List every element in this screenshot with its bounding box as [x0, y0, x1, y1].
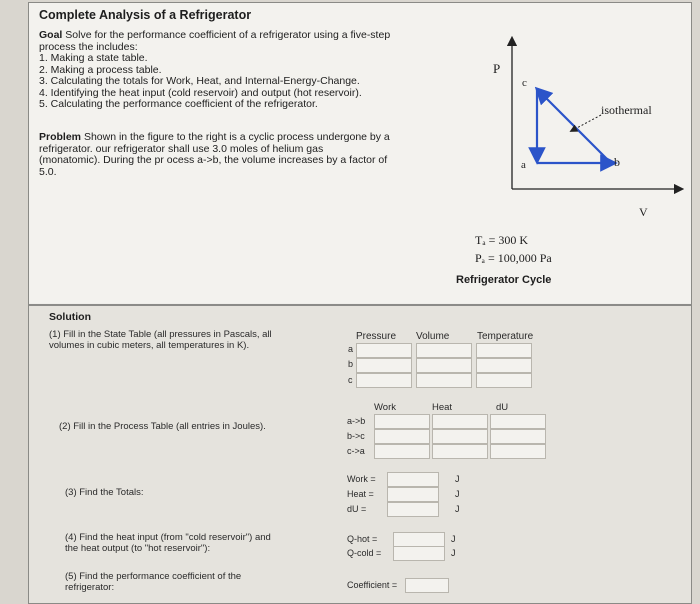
q-hot-label: Q-hot = — [347, 534, 378, 544]
q-hot-unit: J — [451, 534, 456, 544]
total-du-label: dU = — [347, 504, 367, 514]
step4-line-2: the heat output (to "hot reservoir"): — [65, 542, 211, 554]
state-row-c: c — [348, 375, 353, 385]
given-pressure: Pₐ = 100,000 Pa — [475, 251, 552, 265]
goal-label: Goal — [39, 29, 63, 41]
problem-pane — [29, 3, 691, 303]
q-hot-input[interactable] — [393, 532, 445, 547]
state-b-temperature-input[interactable] — [476, 358, 532, 373]
process-ab-work-input[interactable] — [374, 414, 430, 429]
total-heat-input[interactable] — [387, 487, 439, 502]
goal-step-1: 1. Making a state table. — [39, 52, 148, 64]
state-b-pressure-input[interactable] — [356, 358, 412, 373]
q-cold-label: Q-cold = — [347, 548, 382, 558]
cycle-caption: Refrigerator Cycle — [456, 274, 552, 286]
q-cold-input[interactable] — [393, 546, 445, 561]
process-bc-work-input[interactable] — [374, 429, 430, 444]
pv-diagram — [469, 31, 694, 231]
goal-step-5: 5. Calculating the performance coefficient of the refrigerator. — [39, 98, 318, 110]
process-row-ca: c->a — [347, 446, 365, 456]
given-values — [475, 233, 595, 269]
problem-line-1: Shown in the figure to the right is a cyclic process undergone by a — [83, 131, 390, 143]
process-ab-du-input[interactable] — [490, 414, 546, 429]
analysis-sheet — [28, 2, 692, 604]
problem-label: Problem — [39, 131, 82, 143]
state-header-volume: Volume — [416, 331, 450, 342]
total-du-unit: J — [455, 504, 460, 514]
p-axis-label: P — [493, 61, 501, 76]
total-heat-label: Heat = — [347, 489, 374, 499]
process-bc-du-input[interactable] — [490, 429, 546, 444]
problem-section — [39, 132, 479, 178]
process-header-du: dU — [496, 402, 509, 413]
goal-step-2: 2. Making a process table. — [39, 63, 162, 76]
point-a-label: a — [521, 159, 526, 171]
problem-line-2: refrigerator. our refrigerator shall use 3.0 moles of helium gas — [39, 142, 324, 155]
problem-line-4: 5.0. — [39, 165, 57, 178]
state-a-temperature-input[interactable] — [476, 343, 532, 358]
step5-instructions — [65, 572, 325, 593]
process-row-ab: a->b — [347, 416, 366, 426]
state-a-pressure-input[interactable] — [356, 343, 412, 358]
state-c-pressure-input[interactable] — [356, 373, 412, 388]
process-header-work: Work — [374, 402, 396, 413]
step4-line-1: (4) Find the heat input (from "cold reservoir") and — [65, 532, 271, 543]
goal-line-1: Solve for the performance coefficient of a refrigerator using a five-step — [65, 29, 391, 41]
step5-line-1: (5) Find the performance coefficient of the — [65, 571, 242, 582]
state-row-b: b — [348, 359, 354, 369]
goal-line-2: process the includes: — [39, 40, 138, 53]
given-temperature: Tₐ = 300 K — [475, 233, 529, 247]
solution-pane — [29, 306, 691, 603]
goal-section — [39, 30, 469, 111]
problem-line-3: (monatomic). During the pr ocess a->b, the volume increases by a factor of — [39, 154, 388, 166]
pv-diagram-svg — [469, 31, 694, 231]
state-c-temperature-input[interactable] — [476, 373, 532, 388]
total-work-label: Work = — [347, 474, 376, 484]
step4-instructions — [65, 533, 345, 554]
total-work-input[interactable] — [387, 472, 439, 487]
process-b-to-c — [541, 93, 609, 161]
process-ca-work-input[interactable] — [374, 444, 430, 459]
process-header-heat: Heat — [432, 402, 453, 413]
process-row-bc: b->c — [347, 431, 365, 441]
state-header-temperature: Temperature — [477, 331, 534, 342]
step1-line-1: (1) Fill in the State Table (all pressures in Pascals, all — [49, 329, 272, 340]
solution-title: Solution — [49, 311, 91, 323]
state-row-a: a — [348, 344, 354, 354]
q-cold-unit: J — [451, 548, 456, 558]
state-a-volume-input[interactable] — [416, 343, 472, 358]
coefficient-label: Coefficient = — [347, 580, 398, 590]
goal-step-3: 3. Calculating the totals for Work, Heat, and Internal-Energy-Change. — [39, 75, 360, 87]
coefficient-input[interactable] — [405, 578, 449, 593]
state-b-volume-input[interactable] — [416, 358, 472, 373]
process-bc-heat-input[interactable] — [432, 429, 488, 444]
page-title: Complete Analysis of a Refrigerator — [39, 8, 252, 22]
step2-instructions: (2) Fill in the Process Table (all entries in Joules). — [59, 421, 266, 432]
step3-instructions: (3) Find the Totals: — [65, 487, 144, 498]
step1-instructions — [49, 330, 339, 351]
process-ca-heat-input[interactable] — [432, 444, 488, 459]
total-du-input[interactable] — [387, 502, 439, 517]
goal-step-4: 4. Identifying the heat input (cold reservoir) and output (hot reservoir). — [39, 86, 362, 99]
process-ca-du-input[interactable] — [490, 444, 546, 459]
state-header-pressure: Pressure — [356, 331, 397, 342]
state-c-volume-input[interactable] — [416, 373, 472, 388]
process-ab-heat-input[interactable] — [432, 414, 488, 429]
step5-line-2: refrigerator: — [65, 581, 115, 593]
total-heat-unit: J — [455, 489, 460, 499]
point-c-label: c — [522, 77, 527, 89]
step1-line-2: volumes in cubic meters, all temperatures in K). — [49, 339, 250, 351]
isothermal-label: isothermal — [601, 103, 652, 117]
point-b-label: b — [614, 155, 620, 169]
total-work-unit: J — [455, 474, 460, 484]
v-axis-label: V — [639, 205, 648, 219]
